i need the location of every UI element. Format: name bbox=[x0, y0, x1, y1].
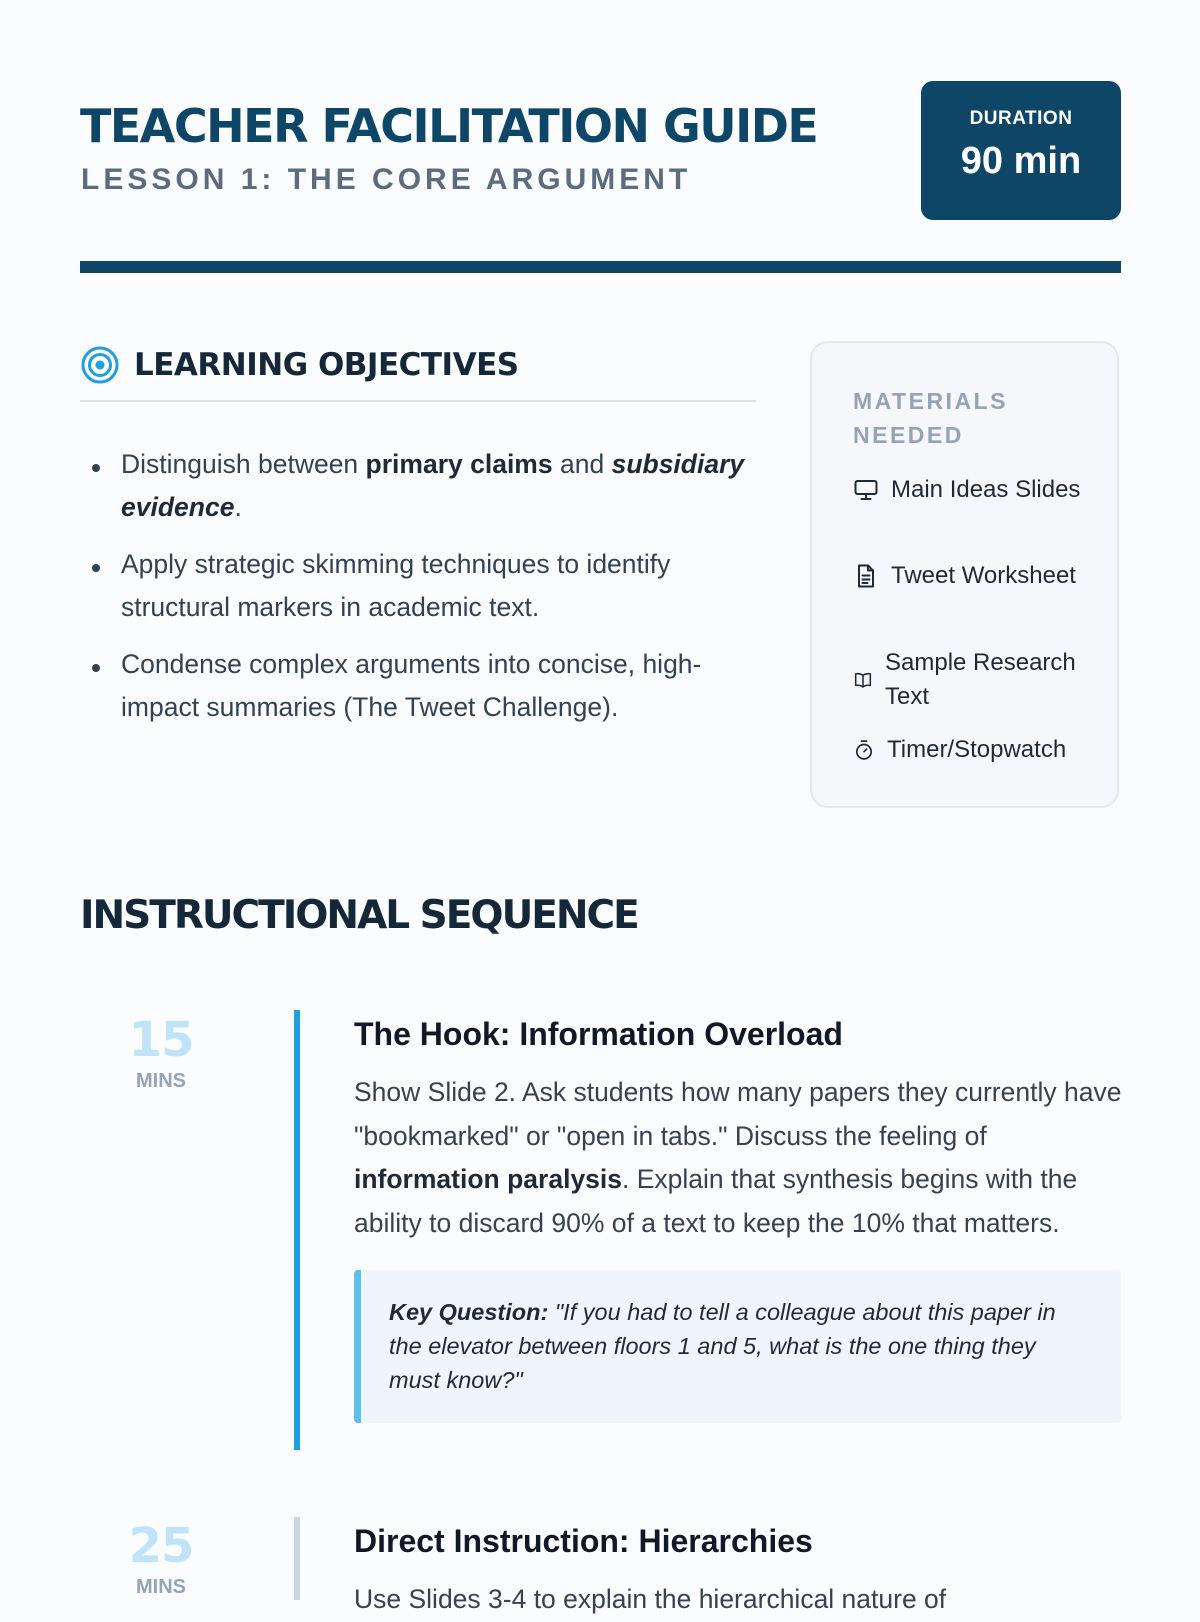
step-body: Show Slide 2. Ask students how many papers they currently have "bookmarked" or "open in tabs." Discuss the feeling of information paralysis. Explain that synthesis begins with the ability to discard 90% of a text to keep the 10% that matters. bbox=[354, 1077, 1122, 1238]
material-item bbox=[853, 733, 1066, 767]
presentation-icon bbox=[853, 477, 879, 503]
step-unit: MINS bbox=[136, 1070, 186, 1092]
step-timeline-bar bbox=[294, 1517, 300, 1600]
material-item bbox=[853, 646, 1117, 714]
header-divider bbox=[80, 261, 1121, 273]
key-question-callout bbox=[354, 1270, 1121, 1423]
material-item bbox=[853, 559, 1076, 593]
materials-heading: MATERIALS NEEDED bbox=[853, 388, 1008, 448]
document-icon bbox=[853, 563, 879, 589]
step-title: Direct Instruction: Hierarchies bbox=[354, 1523, 813, 1559]
material-label: Main Ideas Slides bbox=[891, 476, 1081, 503]
material-label: Sample Research Text bbox=[885, 649, 1076, 710]
emphasis-information-paralysis: information paralysis bbox=[354, 1164, 623, 1194]
material-label: Timer/Stopwatch bbox=[887, 736, 1067, 763]
objectives-heading: LEARNING OBJECTIVES bbox=[134, 347, 519, 383]
step-timeline-bar bbox=[294, 1010, 300, 1450]
page-subtitle: LESSON 1: THE CORE ARGUMENT bbox=[81, 163, 692, 196]
emphasis-subsidiary-evidence: subsidiary evidence bbox=[121, 449, 745, 522]
target-icon bbox=[80, 345, 120, 385]
objective-item: Condense complex arguments into concise, high-impact summaries (The Tweet Challenge). bbox=[80, 643, 770, 729]
page-title: TEACHER FACILITATION GUIDE bbox=[80, 99, 818, 153]
step-minutes: 25 bbox=[128, 1518, 194, 1574]
objective-item: Apply strategic skimming techniques to identify structural markers in academic text. bbox=[80, 543, 770, 629]
callout-label: Key Question: bbox=[389, 1299, 549, 1325]
step-title: The Hook: Information Overload bbox=[354, 1016, 843, 1052]
step-duration bbox=[96, 1518, 226, 1600]
callout-text: "If you had to tell a colleague about this paper in the elevator between floors 1 and 5, what is the one thing they must know?" bbox=[389, 1299, 1056, 1393]
book-icon bbox=[853, 670, 873, 690]
sequence-heading: INSTRUCTIONAL SEQUENCE bbox=[80, 893, 638, 938]
duration-label: DURATION bbox=[969, 108, 1073, 129]
step-body: Use Slides 3-4 to explain the hierarchical nature of bbox=[354, 1584, 947, 1614]
stopwatch-icon bbox=[853, 739, 875, 761]
duration-badge bbox=[921, 81, 1121, 220]
emphasis-primary-claims: primary claims bbox=[365, 449, 553, 479]
step-unit: MINS bbox=[136, 1576, 186, 1598]
step-duration bbox=[96, 1012, 226, 1094]
materials-card bbox=[810, 341, 1119, 808]
objectives-divider bbox=[80, 400, 756, 402]
duration-value: 90 min bbox=[960, 140, 1082, 182]
material-label: Tweet Worksheet bbox=[891, 562, 1076, 589]
material-item bbox=[853, 473, 1080, 507]
objectives-list bbox=[80, 443, 770, 743]
objectives-header bbox=[80, 343, 519, 387]
objective-item: Distinguish between primary claims and subsidiary evidence. bbox=[80, 443, 770, 529]
step-minutes: 15 bbox=[128, 1012, 194, 1068]
